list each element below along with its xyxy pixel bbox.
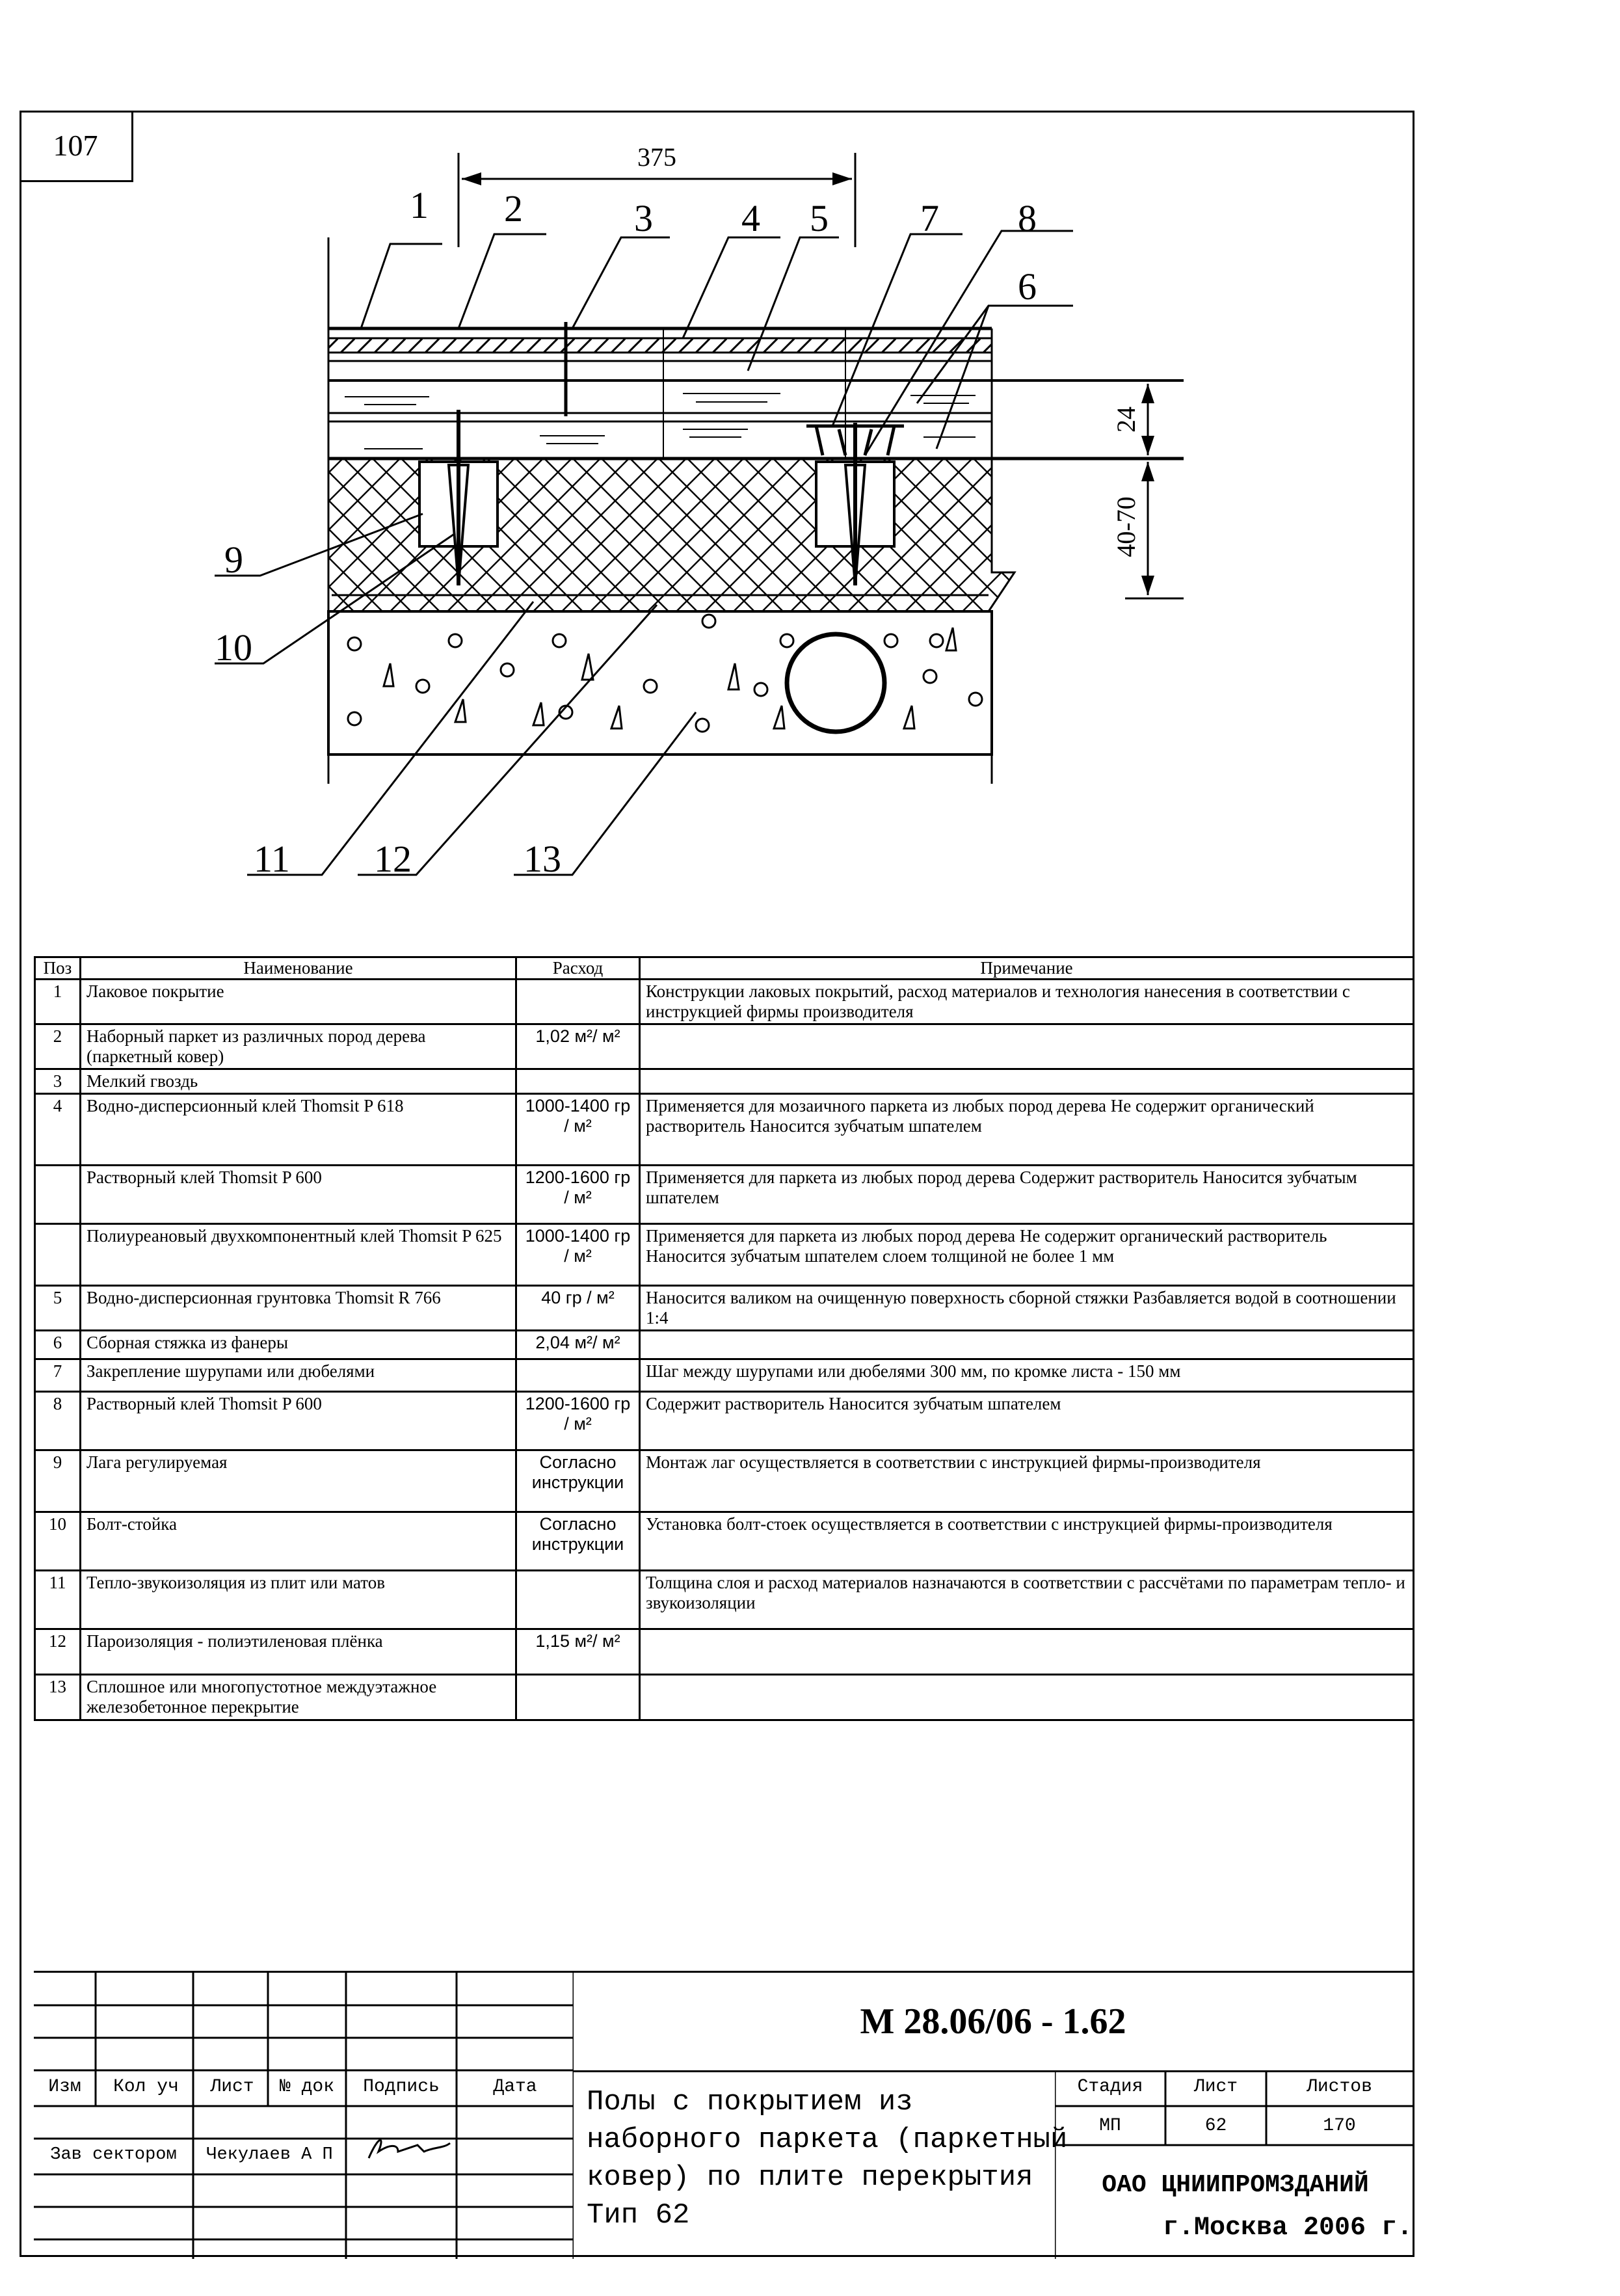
specification-table — [34, 956, 1414, 1721]
dimension-24: 24 — [1111, 407, 1141, 433]
callout-5: 5 — [810, 197, 829, 239]
table-row: 8 Растворный клей Thomsit P 600 1200-1600 гр / м² Содержит растворитель Наносится зубчатым шпателем — [35, 1392, 1414, 1450]
callout-6: 6 — [1018, 265, 1037, 308]
col-izm: Изм — [48, 2077, 81, 2097]
page-number: 107 — [20, 111, 133, 182]
callout-3: 3 — [634, 197, 653, 239]
role: Зав сектором — [50, 2145, 177, 2165]
table-row: 3 Мелкий гвоздь — [35, 1069, 1414, 1094]
table-row: 6 Сборная стяжка из фанеры 2,04 м²/ м² — [35, 1331, 1414, 1359]
dimension-40-70: 40-70 — [1111, 496, 1141, 557]
callout-9: 9 — [224, 539, 243, 581]
stage-value: МП — [1099, 2116, 1121, 2136]
col-list: Лист — [210, 2077, 254, 2097]
col-kol: Кол уч — [113, 2077, 179, 2097]
table-header-row — [35, 957, 1414, 980]
title-block — [34, 1971, 1413, 2259]
table-row: Растворный клей Thomsit P 600 1200-1600 гр / м² Применяется для паркета из любых пород дерева Содержит растворитель Наносится зубчатым шпателем — [35, 1166, 1414, 1224]
callout-10: 10 — [215, 626, 252, 669]
callout-8: 8 — [1018, 197, 1037, 239]
document-code: М 28.06/06 - 1.62 — [574, 1973, 1413, 2072]
sheet-description: Полы с покрытием из наборного паркета (паркетный ковер) по плите перекрытия Тип 62 — [587, 2086, 1068, 2232]
table-row: 7 Закрепление шурупами или дюбелями Шаг между шурупами или дюбелями 300 мм, по кромке листа - 150 мм — [35, 1359, 1414, 1392]
col-date: Дата — [493, 2077, 537, 2097]
table-row: 2 Наборный паркет из различных пород дерева (паркетный ковер) 1,02 м²/ м² — [35, 1024, 1414, 1069]
table-row: 5 Водно-дисперсионная грунтовка Thomsit R 766 40 гр / м² Наносится валиком на очищенную поверхность сборной стяжки Разбавляется водой в соотношении 1:4 — [35, 1286, 1414, 1331]
callout-12: 12 — [374, 838, 412, 880]
organization: ОАО ЦНИИПРОМЗДАНИЙ — [1102, 2171, 1369, 2199]
sheets-value: 170 — [1323, 2116, 1356, 2136]
callout-4: 4 — [741, 197, 760, 239]
sheet-value: 62 — [1204, 2116, 1227, 2136]
signature-mark — [369, 2140, 450, 2158]
table-row: 11 Тепло-звукоизоляция из плит или матов Толщина слоя и расход материалов назначаются в соответствии с рассчётами по параметрам тепло- и звукоизоляции — [35, 1571, 1414, 1629]
callout-7: 7 — [920, 197, 939, 239]
table-row: Полиуреановый двухкомпонентный клей Thomsit P 625 1000-1400 гр / м² Применяется для паркета из любых пород дерева Не содержит органический растворитель Наносится зубчатым шпателем слоем толщиной не более 1 мм — [35, 1224, 1414, 1286]
header-pos: Поз — [35, 957, 81, 980]
sheets-label: Листов — [1307, 2077, 1372, 2097]
header-name: Наименование — [81, 957, 516, 980]
col-doc: № док — [279, 2077, 334, 2097]
callout-13: 13 — [524, 838, 561, 880]
person: Чекулаев А П — [206, 2145, 333, 2165]
dimension-375: 375 — [637, 142, 676, 172]
callout-11: 11 — [254, 838, 290, 880]
floor-section-drawing — [0, 0, 1620, 950]
table-row: 12 Пароизоляция - полиэтиленовая плёнка 1,15 м²/ м² — [35, 1629, 1414, 1675]
table-row: 1 Лаковое покрытие Конструкции лаковых покрытий, расход материалов и технология нанесения в соответствии с инструкцией фирмы производителя — [35, 980, 1414, 1024]
table-row: 9 Лага регулируемая Согласно инструкции Монтаж лаг осуществляется в соответствии с инструкцией фирмы-производителя — [35, 1450, 1414, 1512]
city-year: г.Москва 2006 г. — [1162, 2213, 1413, 2243]
col-sign: Подпись — [363, 2077, 440, 2097]
table-row: 13 Сплошное или многопустотное междуэтажное железобетонное перекрытие — [35, 1675, 1414, 1720]
table-row: 4 Водно-дисперсионный клей Thomsit P 618 1000-1400 гр / м² Применяется для мозаичного паркета из любых пород дерева Не содержит органический растворитель Наносится зубчатым шпателем — [35, 1094, 1414, 1166]
callout-1: 1 — [410, 184, 429, 226]
header-note: Примечание — [640, 957, 1414, 980]
table-row: 10 Болт-стойка Согласно инструкции Установка болт-стоек осуществляется в соответствии с инструкцией фирмы-производителя — [35, 1512, 1414, 1571]
sheet-label: Лист — [1193, 2077, 1238, 2097]
signature-grid — [34, 1973, 574, 2259]
header-rate: Расход — [516, 957, 640, 980]
stage-label: Стадия — [1077, 2077, 1143, 2097]
callout-2: 2 — [504, 187, 523, 230]
